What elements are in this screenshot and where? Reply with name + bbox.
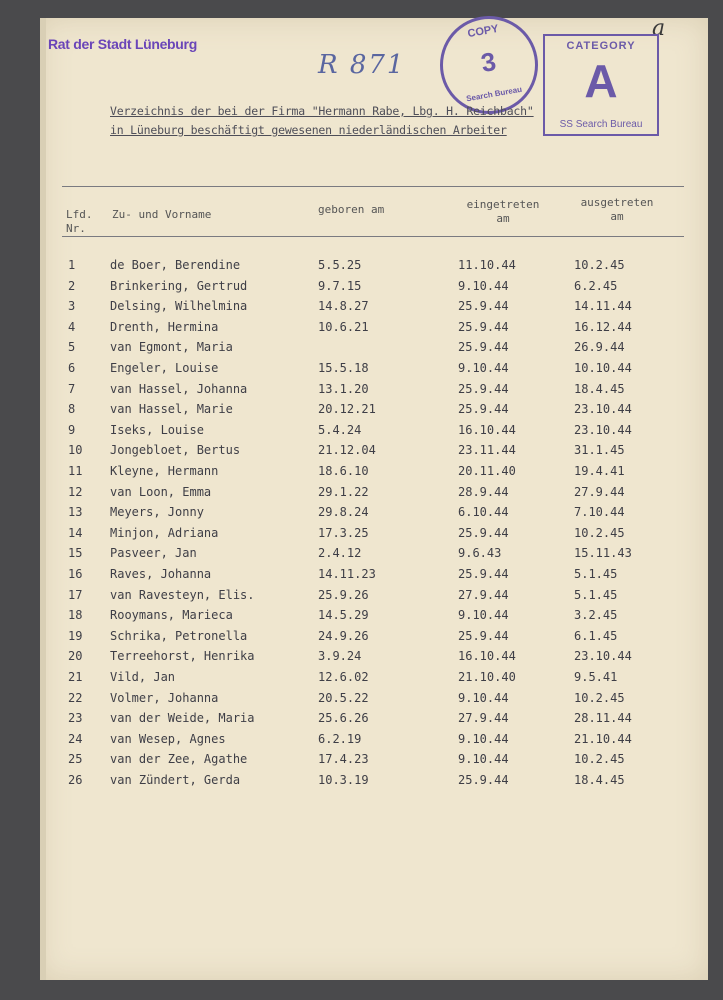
birth-date: 14.8.27 <box>318 299 369 313</box>
birth-date: 20.12.21 <box>318 402 376 416</box>
worker-name: van der Weide, Maria <box>110 711 255 725</box>
row-number: 4 <box>68 320 76 334</box>
entry-date: 28.9.44 <box>458 485 509 499</box>
table-row <box>66 629 686 649</box>
row-number: 18 <box>68 608 83 622</box>
table-row <box>66 752 686 772</box>
exit-date: 16.12.44 <box>574 320 632 334</box>
row-number: 13 <box>68 505 83 519</box>
col-header-left-line2: am <box>610 210 624 223</box>
exit-date: 26.9.44 <box>574 340 625 354</box>
col-header-born: geboren am <box>318 203 385 216</box>
entry-date: 9.10.44 <box>458 752 509 766</box>
table-row <box>66 402 686 422</box>
birth-date: 29.1.22 <box>318 485 369 499</box>
entry-date: 9.10.44 <box>458 691 509 705</box>
exit-date: 27.9.44 <box>574 485 625 499</box>
exit-date: 15.11.43 <box>574 546 632 560</box>
row-number: 20 <box>68 649 83 663</box>
col-header-nr <box>66 208 93 236</box>
worker-name: Volmer, Johanna <box>110 691 219 705</box>
row-number: 2 <box>68 279 76 293</box>
worker-name: van Wesep, Agnes <box>110 732 226 746</box>
entry-date: 9.10.44 <box>458 279 509 293</box>
exit-date: 10.2.45 <box>574 691 625 705</box>
table-row <box>66 443 686 463</box>
worker-name: van Egmont, Maria <box>110 340 233 354</box>
row-number: 11 <box>68 464 83 478</box>
birth-date: 21.12.04 <box>318 443 376 457</box>
exit-date: 9.5.41 <box>574 670 618 684</box>
exit-date: 10.2.45 <box>574 258 625 272</box>
row-number: 19 <box>68 629 83 643</box>
table-row <box>66 340 686 360</box>
exit-date: 6.1.45 <box>574 629 618 643</box>
entry-date: 6.10.44 <box>458 505 509 519</box>
worker-name: Meyers, Jonny <box>110 505 204 519</box>
birth-date: 25.6.26 <box>318 711 369 725</box>
col-header-entered <box>458 198 548 226</box>
page-edge <box>40 18 46 980</box>
table-row <box>66 258 686 278</box>
entry-date: 16.10.44 <box>458 649 516 663</box>
entry-date: 27.9.44 <box>458 588 509 602</box>
entry-date: 25.9.44 <box>458 340 509 354</box>
birth-date: 18.6.10 <box>318 464 369 478</box>
worker-name: Pasveer, Jan <box>110 546 197 560</box>
exit-date: 31.1.45 <box>574 443 625 457</box>
exit-date: 5.1.45 <box>574 567 618 581</box>
row-number: 17 <box>68 588 83 602</box>
row-number: 9 <box>68 423 76 437</box>
table-row <box>66 732 686 752</box>
worker-name: Terreehorst, Henrika <box>110 649 255 663</box>
table-row <box>66 649 686 669</box>
table-row <box>66 320 686 340</box>
exit-date: 23.10.44 <box>574 423 632 437</box>
entry-date: 11.10.44 <box>458 258 516 272</box>
row-number: 23 <box>68 711 83 725</box>
row-number: 15 <box>68 546 83 560</box>
worker-name: van Ravesteyn, Elis. <box>110 588 255 602</box>
table-top-rule <box>62 186 684 187</box>
handwritten-reference: R 871 <box>318 50 406 80</box>
copy-stamp-bottom: Search Bureau <box>465 84 523 104</box>
exit-date: 18.4.45 <box>574 773 625 787</box>
row-number: 8 <box>68 402 76 416</box>
row-number: 21 <box>68 670 83 684</box>
worker-name: de Boer, Berendine <box>110 258 241 272</box>
worker-name: Kleyne, Hermann <box>110 464 219 478</box>
entry-date: 25.9.44 <box>458 567 509 581</box>
birth-date: 2.4.12 <box>318 546 362 560</box>
col-header-left <box>572 196 662 224</box>
row-number: 16 <box>68 567 83 581</box>
exit-date: 10.2.45 <box>574 752 625 766</box>
exit-date: 14.11.44 <box>574 299 632 313</box>
copy-stamp-number: 3 <box>478 46 499 79</box>
worker-name: Raves, Johanna <box>110 567 212 581</box>
table-row <box>66 361 686 381</box>
copy-stamp-top: COPY <box>466 22 500 41</box>
worker-name: van Loon, Emma <box>110 485 212 499</box>
document-title-line-2: in Lüneburg beschäftigt gewesenen niederländischen Arbeiter <box>110 123 507 137</box>
exit-date: 19.4.41 <box>574 464 625 478</box>
entry-date: 25.9.44 <box>458 299 509 313</box>
birth-date: 9.7.15 <box>318 279 362 293</box>
birth-date: 3.9.24 <box>318 649 362 663</box>
entry-date: 21.10.40 <box>458 670 516 684</box>
entry-date: 9.10.44 <box>458 732 509 746</box>
entry-date: 20.11.40 <box>458 464 516 478</box>
row-number: 3 <box>68 299 76 313</box>
entry-date: 25.9.44 <box>458 402 509 416</box>
table-row <box>66 773 686 793</box>
row-number: 1 <box>68 258 76 272</box>
birth-date: 14.5.29 <box>318 608 369 622</box>
entry-date: 27.9.44 <box>458 711 509 725</box>
birth-date: 10.6.21 <box>318 320 369 334</box>
worker-name: van Zündert, Gerda <box>110 773 241 787</box>
col-header-left-line1: ausgetreten <box>580 196 654 209</box>
birth-date: 6.2.19 <box>318 732 362 746</box>
row-number: 7 <box>68 382 76 396</box>
entry-date: 25.9.44 <box>458 320 509 334</box>
table-row <box>66 526 686 546</box>
worker-name: van Hassel, Johanna <box>110 382 248 396</box>
table-row <box>66 423 686 443</box>
table-row <box>66 279 686 299</box>
category-stamp-label: CATEGORY <box>566 40 636 52</box>
row-number: 22 <box>68 691 83 705</box>
col-header-nr-line1: Lfd. <box>66 208 93 221</box>
worker-name: van der Zee, Agathe <box>110 752 248 766</box>
entry-date: 23.11.44 <box>458 443 516 457</box>
entry-date: 25.9.44 <box>458 526 509 540</box>
birth-date: 29.8.24 <box>318 505 369 519</box>
table-row <box>66 608 686 628</box>
worker-name: Vild, Jan <box>110 670 176 684</box>
entry-date: 25.9.44 <box>458 382 509 396</box>
birth-date: 14.11.23 <box>318 567 376 581</box>
authority-header: Rat der Stadt Lüneburg <box>48 36 197 52</box>
table-row <box>66 505 686 525</box>
worker-name: Engeler, Louise <box>110 361 219 375</box>
handwritten-corner-mark: a <box>652 16 666 41</box>
worker-name: Iseks, Louise <box>110 423 204 437</box>
document-title-line-1: Verzeichnis der bei der Firma "Hermann Rabe, Lbg. H. Reichbach" <box>110 104 534 118</box>
exit-date: 5.1.45 <box>574 588 618 602</box>
category-stamp-letter: A <box>584 55 618 107</box>
entry-date: 9.10.44 <box>458 361 509 375</box>
row-number: 14 <box>68 526 83 540</box>
table-row <box>66 711 686 731</box>
exit-date: 6.2.45 <box>574 279 618 293</box>
entry-date: 16.10.44 <box>458 423 516 437</box>
col-header-name: Zu- und Vorname <box>112 208 212 221</box>
exit-date: 18.4.45 <box>574 382 625 396</box>
birth-date: 20.5.22 <box>318 691 369 705</box>
entry-date: 9.10.44 <box>458 608 509 622</box>
exit-date: 23.10.44 <box>574 649 632 663</box>
exit-date: 10.10.44 <box>574 361 632 375</box>
col-header-entered-line1: eingetreten <box>466 198 540 211</box>
birth-date: 25.9.26 <box>318 588 369 602</box>
entry-date: 25.9.44 <box>458 773 509 787</box>
row-number: 6 <box>68 361 76 375</box>
birth-date: 5.5.25 <box>318 258 362 272</box>
row-number: 25 <box>68 752 83 766</box>
col-header-nr-line2: Nr. <box>66 222 86 235</box>
exit-date: 28.11.44 <box>574 711 632 725</box>
table-row <box>66 691 686 711</box>
row-number: 26 <box>68 773 83 787</box>
entry-date: 9.6.43 <box>458 546 502 560</box>
col-header-entered-line2: am <box>496 212 510 225</box>
table-row <box>66 567 686 587</box>
table-row <box>66 485 686 505</box>
birth-date: 17.4.23 <box>318 752 369 766</box>
exit-date: 23.10.44 <box>574 402 632 416</box>
birth-date: 12.6.02 <box>318 670 369 684</box>
birth-date: 17.3.25 <box>318 526 369 540</box>
birth-date: 13.1.20 <box>318 382 369 396</box>
table-header-rule <box>62 236 684 237</box>
row-number: 10 <box>68 443 83 457</box>
exit-date: 3.2.45 <box>574 608 618 622</box>
table-row <box>66 299 686 319</box>
birth-date: 5.4.24 <box>318 423 362 437</box>
table-row <box>66 464 686 484</box>
worker-name: Delsing, Wilhelmina <box>110 299 248 313</box>
worker-name: Schrika, Petronella <box>110 629 248 643</box>
row-number: 5 <box>68 340 76 354</box>
row-number: 24 <box>68 732 83 746</box>
entry-date: 25.9.44 <box>458 629 509 643</box>
birth-date: 24.9.26 <box>318 629 369 643</box>
table-row <box>66 382 686 402</box>
row-number: 12 <box>68 485 83 499</box>
table-row <box>66 588 686 608</box>
exit-date: 7.10.44 <box>574 505 625 519</box>
worker-name: Drenth, Hermina <box>110 320 219 334</box>
category-stamp-bottom: SS Search Bureau <box>559 119 643 130</box>
table-row <box>66 546 686 566</box>
category-stamp <box>543 34 659 136</box>
birth-date: 10.3.19 <box>318 773 369 787</box>
worker-name: Brinkering, Gertrud <box>110 279 248 293</box>
exit-date: 10.2.45 <box>574 526 625 540</box>
worker-name: Rooymans, Marieca <box>110 608 233 622</box>
exit-date: 21.10.44 <box>574 732 632 746</box>
worker-name: Jongebloet, Bertus <box>110 443 241 457</box>
worker-name: van Hassel, Marie <box>110 402 233 416</box>
worker-name: Minjon, Adriana <box>110 526 219 540</box>
table-row <box>66 670 686 690</box>
birth-date: 15.5.18 <box>318 361 369 375</box>
